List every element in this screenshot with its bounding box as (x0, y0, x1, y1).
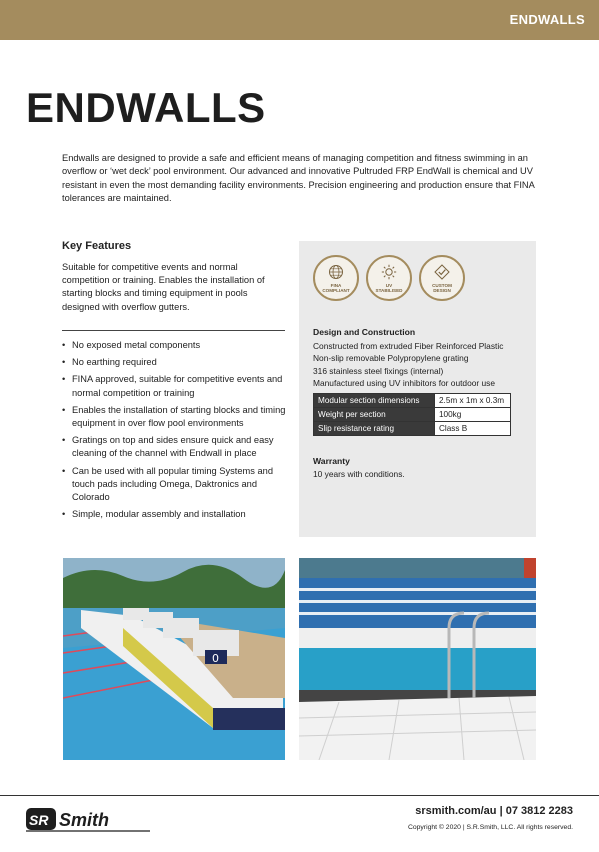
photo-illustration (299, 558, 536, 760)
badge-label-line1: FINA (330, 283, 342, 288)
spec-value: Class B (435, 422, 511, 436)
bullet-icon: • (62, 435, 66, 446)
endwall-ladder-photo (299, 558, 536, 760)
spec-table (313, 393, 511, 436)
feature-text: FINA approved, suitable for competitive events and normal competition or training (72, 374, 283, 398)
spec-key: Weight per section (314, 408, 435, 422)
endwall-starting-blocks-photo (63, 558, 285, 760)
divider (62, 330, 285, 331)
list-item (62, 356, 292, 369)
footer-divider (0, 795, 599, 796)
srsmith-logo (26, 806, 156, 832)
feature-text: Gratings on top and sides ensure quick and easy cleaning of the channel with Endwall in place (72, 435, 274, 459)
bullet-icon: • (62, 404, 66, 415)
uv-stabilised-badge (366, 255, 412, 301)
intro-paragraph: Endwalls are designed to provide a safe and efficient means of managing competition and fitness swimming in an overflow or ‘wet deck’ pool environment. Our advanced and innovative Pultruded FRP EndWall is chemical and UV resistant in even the most demanding facility environments. Precision engineering and production ensure that FINA tolerances are maintained. (62, 153, 535, 204)
spec-value: 100kg (435, 408, 511, 422)
page-title: ENDWALLS (26, 84, 266, 131)
footer-contact: srsmith.com/au | 07 3812 2283 (415, 805, 573, 817)
feature-text: Enables the installation of starting blocks and timing equipment in over flow pool environments (72, 404, 286, 429)
list-item (62, 339, 292, 352)
spec-key: Slip resistance rating (314, 422, 435, 436)
spec-value: 2.5m x 1m x 0.3m (435, 394, 511, 408)
design-line: 316 stainless steel fixings (internal) (313, 365, 444, 376)
feature-text: Simple, modular assembly and installation (72, 509, 246, 520)
badge-label-line2: COMPLIANT (322, 288, 350, 294)
list-item (62, 434, 292, 460)
feature-text: No exposed metal components (72, 340, 201, 350)
badge-row (313, 255, 473, 305)
custom-design-badge (419, 255, 465, 301)
design-heading: Design and Construction (313, 327, 416, 337)
check-diamond-icon (434, 264, 450, 280)
feature-text: No earthing required (72, 357, 157, 368)
table-row (314, 408, 511, 422)
design-line: Non-slip removable Polypropylene grating (313, 353, 469, 364)
list-item (62, 465, 292, 505)
key-features-summary: Suitable for competitive events and normal competition or training. Enables the installation of starting blocks and timing equipment in pools designed with overflow gutters. (62, 262, 265, 312)
svg-text:0: 0 (212, 652, 219, 665)
badge-label-line2: DESIGN (433, 288, 451, 294)
svg-text:SR: SR (29, 812, 49, 828)
bullet-icon: • (62, 509, 66, 520)
design-list (313, 340, 533, 389)
badge-label-line1: UV (385, 283, 393, 288)
specifications-panel (299, 241, 536, 537)
warranty-text: 10 years with conditions. (313, 469, 405, 479)
list-item (62, 373, 292, 399)
photo-illustration (63, 558, 285, 760)
spec-key: Modular section dimensions (314, 394, 435, 408)
badge-label-line1: CUSTOM (432, 283, 452, 288)
fina-compliant-badge (313, 255, 359, 301)
sun-icon (381, 264, 397, 280)
table-row (314, 422, 511, 436)
feature-list (62, 339, 292, 525)
list-item (62, 404, 292, 430)
bullet-icon: • (62, 357, 66, 368)
design-line: Manufactured using UV inhibitors for outdoor use (313, 377, 496, 388)
badge-label-line2: STABILISED (375, 288, 403, 294)
section-label: ENDWALLS (509, 12, 585, 27)
bullet-icon: • (62, 374, 66, 385)
top-banner (0, 0, 599, 40)
table-row (314, 394, 511, 408)
key-features-heading: Key Features (62, 240, 132, 252)
list-item (62, 508, 292, 521)
footer-copyright: Copyright © 2020 | S.R.Smith, LLC. All rights reserved. (407, 824, 573, 831)
design-line: Constructed from extruded Fiber Reinforced Plastic (313, 341, 504, 351)
bullet-icon: • (62, 340, 66, 350)
feature-text: Can be used with all popular timing Systems and touch pads including Omega, Daktronics and Colorado (72, 465, 274, 503)
svg-text:Smith: Smith (59, 810, 110, 830)
bullet-icon: • (62, 465, 66, 476)
warranty-heading: Warranty (313, 456, 350, 466)
globe-icon (328, 264, 344, 280)
